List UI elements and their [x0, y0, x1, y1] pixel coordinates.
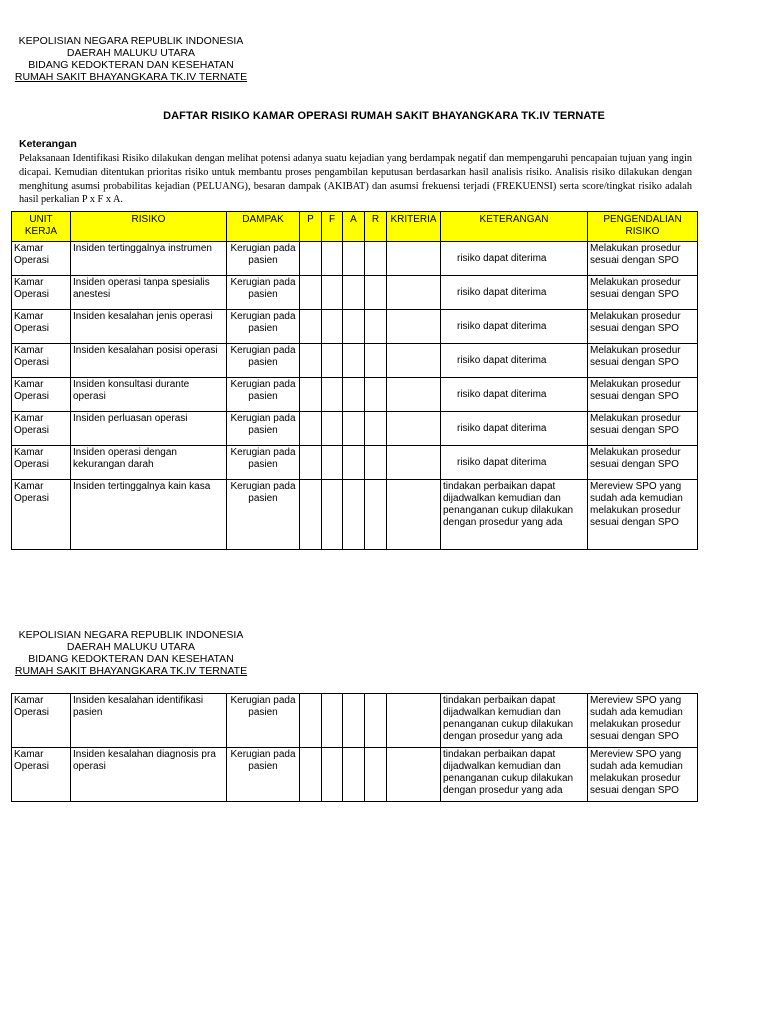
cell-dampak: Kerugian pada pasien [227, 310, 300, 344]
cell-kriteria [387, 480, 441, 550]
cell-unit: Kamar Operasi [12, 276, 71, 310]
cell-keterangan: tindakan perbaikan dapat dijadwalkan kemudian dan penanganan cukup dilakukan dengan prosedur yang ada [441, 480, 588, 550]
cell-a [343, 412, 365, 446]
header-p: P [300, 212, 322, 242]
cell-pengendalian: Melakukan prosedur sesuai dengan SPO [588, 310, 698, 344]
risk-table-1 [11, 211, 698, 550]
cell-unit: Kamar Operasi [12, 242, 71, 276]
cell-keterangan: risiko dapat diterima [441, 242, 588, 276]
cell-p [300, 480, 322, 550]
cell-f [322, 276, 343, 310]
header-r: R [365, 212, 387, 242]
cell-p [300, 310, 322, 344]
cell-kriteria [387, 344, 441, 378]
header-pengendalian-risiko: PENGENDALIAN RISIKO [588, 212, 698, 242]
cell-unit: Kamar Operasi [12, 344, 71, 378]
cell-a [343, 446, 365, 480]
cell-r [365, 378, 387, 412]
header-risiko: RISIKO [71, 212, 227, 242]
cell-keterangan: tindakan perbaikan dapat dijadwalkan kemudian dan penanganan cukup dilakukan dengan prosedur yang ada [441, 694, 588, 748]
cell-f [322, 412, 343, 446]
cell-a [343, 310, 365, 344]
cell-pengendalian: Melakukan prosedur sesuai dengan SPO [588, 378, 698, 412]
cell-p [300, 748, 322, 802]
cell-f [322, 480, 343, 550]
table-row [12, 412, 698, 446]
cell-keterangan: risiko dapat diterima [441, 378, 588, 412]
cell-pengendalian: Melakukan prosedur sesuai dengan SPO [588, 412, 698, 446]
letterhead-line-3: BIDANG KEDOKTERAN DAN KESEHATAN [28, 653, 234, 665]
cell-f [322, 694, 343, 748]
cell-keterangan: risiko dapat diterima [441, 412, 588, 446]
cell-pengendalian: Mereview SPO yang sudah ada kemudian melakukan prosedur sesuai dengan SPO [588, 480, 698, 550]
cell-risiko: Insiden tertinggalnya kain kasa [71, 480, 227, 550]
cell-p [300, 412, 322, 446]
cell-r [365, 748, 387, 802]
cell-p [300, 694, 322, 748]
cell-f [322, 310, 343, 344]
cell-pengendalian: Melakukan prosedur sesuai dengan SPO [588, 446, 698, 480]
letterhead-line-4: RUMAH SAKIT BHAYANGKARA TK.IV TERNATE [14, 71, 248, 83]
cell-dampak: Kerugian pada pasien [227, 412, 300, 446]
cell-dampak: Kerugian pada pasien [227, 480, 300, 550]
cell-risiko: Insiden konsultasi durante operasi [71, 378, 227, 412]
letterhead-line-1: KEPOLISIAN NEGARA REPUBLIK INDONESIA [18, 629, 244, 641]
cell-kriteria [387, 748, 441, 802]
cell-r [365, 310, 387, 344]
letterhead-line-3: BIDANG KEDOKTERAN DAN KESEHATAN [28, 59, 234, 71]
cell-risiko: Insiden kesalahan jenis operasi [71, 310, 227, 344]
cell-risiko: Insiden kesalahan diagnosis pra operasi [71, 748, 227, 802]
cell-kriteria [387, 310, 441, 344]
cell-r [365, 344, 387, 378]
keterangan-label: Keterangan [19, 138, 77, 150]
cell-p [300, 344, 322, 378]
cell-unit: Kamar Operasi [12, 446, 71, 480]
letterhead-line-4: RUMAH SAKIT BHAYANGKARA TK.IV TERNATE [14, 665, 248, 677]
cell-unit: Kamar Operasi [12, 480, 71, 550]
cell-f [322, 446, 343, 480]
cell-unit: Kamar Operasi [12, 748, 71, 802]
cell-risiko: Insiden operasi dengan kekurangan darah [71, 446, 227, 480]
cell-dampak: Kerugian pada pasien [227, 748, 300, 802]
header-a: A [343, 212, 365, 242]
cell-p [300, 378, 322, 412]
header-unit-kerja: UNIT KERJA [12, 212, 71, 242]
cell-pengendalian: Mereview SPO yang sudah ada kemudian melakukan prosedur sesuai dengan SPO [588, 694, 698, 748]
cell-a [343, 276, 365, 310]
cell-dampak: Kerugian pada pasien [227, 446, 300, 480]
table-row [12, 480, 698, 550]
cell-r [365, 694, 387, 748]
cell-kriteria [387, 242, 441, 276]
cell-a [343, 480, 365, 550]
keterangan-text: Pelaksanaan Identifikasi Risiko dilakukan dengan melihat potensi adanya suatu kejadian yang berdampak negatif dan mempengaruhi pencapaian tujuan yang ingin dicapai. Kemudian ditentukan prioritas risiko untuk membantu proses pengambilan keputusan berdasarkan hasil analisis risiko. Analisis risiko dilakukan dengan menghitung asumsi probabilitas kejadian (PELUANG), besaran dampak (AKIBAT) dan asumsi frekuensi terjadi (FREKUENSI) serta score/tingkat risiko adalah hasil perkalian P x F x A. [19, 153, 692, 206]
cell-keterangan: risiko dapat diterima [441, 276, 588, 310]
cell-r [365, 242, 387, 276]
table-row [12, 748, 698, 802]
cell-a [343, 694, 365, 748]
cell-risiko: Insiden operasi tanpa spesialis anestesi [71, 276, 227, 310]
risk-table-2 [11, 693, 698, 802]
cell-kriteria [387, 694, 441, 748]
cell-risiko: Insiden kesalahan posisi operasi [71, 344, 227, 378]
cell-a [343, 748, 365, 802]
document-title: DAFTAR RISIKO KAMAR OPERASI RUMAH SAKIT BHAYANGKARA TK.IV TERNATE [163, 110, 605, 122]
cell-risiko: Insiden tertinggalnya instrumen [71, 242, 227, 276]
cell-r [365, 412, 387, 446]
letterhead-line-2: DAERAH MALUKU UTARA [66, 641, 196, 653]
header-keterangan: KETERANGAN [441, 212, 588, 242]
cell-dampak: Kerugian pada pasien [227, 276, 300, 310]
cell-f [322, 242, 343, 276]
cell-dampak: Kerugian pada pasien [227, 344, 300, 378]
table-header-row [12, 212, 698, 242]
cell-unit: Kamar Operasi [12, 378, 71, 412]
cell-f [322, 378, 343, 412]
header-kriteria: KRITERIA [387, 212, 441, 242]
cell-pengendalian: Melakukan prosedur sesuai dengan SPO [588, 276, 698, 310]
cell-pengendalian: Melakukan prosedur sesuai dengan SPO [588, 242, 698, 276]
cell-a [343, 344, 365, 378]
cell-dampak: Kerugian pada pasien [227, 242, 300, 276]
table-row [12, 242, 698, 276]
table-row [12, 694, 698, 748]
cell-p [300, 446, 322, 480]
cell-a [343, 378, 365, 412]
cell-r [365, 446, 387, 480]
letterhead-line-2: DAERAH MALUKU UTARA [66, 47, 196, 59]
cell-kriteria [387, 412, 441, 446]
cell-a [343, 242, 365, 276]
cell-pengendalian: Melakukan prosedur sesuai dengan SPO [588, 344, 698, 378]
cell-risiko: Insiden kesalahan identifikasi pasien [71, 694, 227, 748]
table-row [12, 446, 698, 480]
cell-f [322, 748, 343, 802]
cell-p [300, 242, 322, 276]
cell-keterangan: risiko dapat diterima [441, 344, 588, 378]
header-dampak: DAMPAK [227, 212, 300, 242]
cell-dampak: Kerugian pada pasien [227, 694, 300, 748]
cell-unit: Kamar Operasi [12, 694, 71, 748]
table-row [12, 310, 698, 344]
letterhead-line-1: KEPOLISIAN NEGARA REPUBLIK INDONESIA [18, 35, 244, 47]
cell-kriteria [387, 446, 441, 480]
cell-pengendalian: Mereview SPO yang sudah ada kemudian melakukan prosedur sesuai dengan SPO [588, 748, 698, 802]
cell-keterangan: tindakan perbaikan dapat dijadwalkan kemudian dan penanganan cukup dilakukan dengan prosedur yang ada [441, 748, 588, 802]
header-f: F [322, 212, 343, 242]
letterhead [10, 35, 252, 83]
letterhead-page-2 [10, 629, 252, 677]
cell-dampak: Kerugian pada pasien [227, 378, 300, 412]
cell-f [322, 344, 343, 378]
cell-r [365, 480, 387, 550]
cell-keterangan: risiko dapat diterima [441, 446, 588, 480]
table-row [12, 378, 698, 412]
cell-unit: Kamar Operasi [12, 412, 71, 446]
table-row [12, 344, 698, 378]
cell-kriteria [387, 378, 441, 412]
cell-kriteria [387, 276, 441, 310]
cell-r [365, 276, 387, 310]
table-row [12, 276, 698, 310]
cell-unit: Kamar Operasi [12, 310, 71, 344]
cell-p [300, 276, 322, 310]
cell-keterangan: risiko dapat diterima [441, 310, 588, 344]
cell-risiko: Insiden perluasan operasi [71, 412, 227, 446]
